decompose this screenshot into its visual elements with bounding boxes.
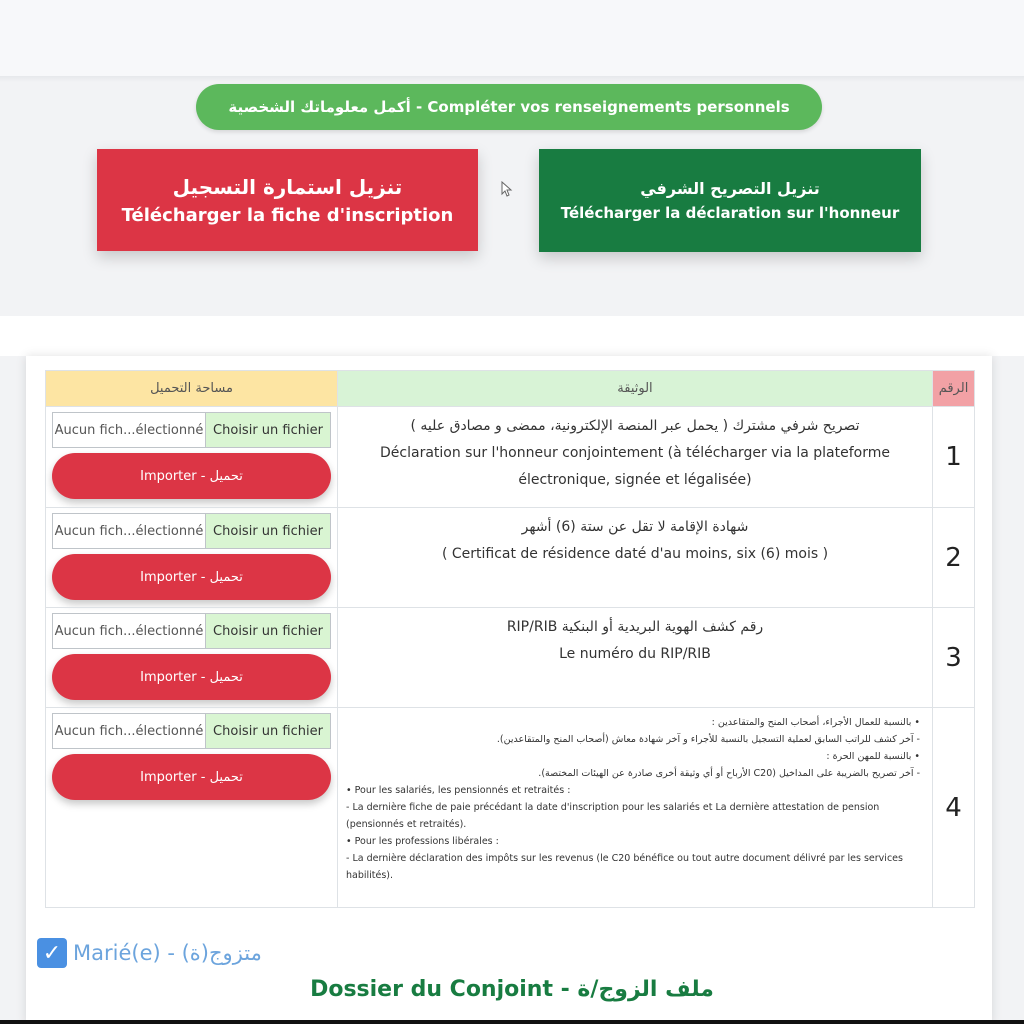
checkmark-icon: ✓: [42, 940, 62, 966]
document-title-fr: ( Certificat de résidence daté d'au moins, six (6) mois ): [441, 546, 829, 562]
note-line: • Pour les salariés, les pensionnés et retraités :: [346, 785, 571, 796]
note-line: - آخر كشف للراتب السابق لعملية التسجيل بالنسبة للأجراء و آخر شهادة معاش (أصحاب المنح والمتقاعدين).: [496, 734, 920, 745]
table-row: [46, 407, 975, 508]
married-label: Marié(e) - متزوج(ة): [73, 941, 262, 965]
header-document: الوثيقة: [338, 371, 933, 407]
file-input[interactable]: [52, 513, 331, 549]
note-line: • Pour les professions libérales :: [346, 836, 499, 847]
choose-file-button[interactable]: Choisir un fichier: [206, 714, 330, 748]
file-input[interactable]: [52, 713, 331, 749]
upload-cell: [46, 708, 338, 908]
header-upload: مساحة التحميل: [46, 371, 338, 407]
top-separator: [0, 76, 1024, 82]
note-line: - La dernière déclaration des impôts sur les revenus (le C20 bénéfice ou tout autre document délivré par les services habilités).: [346, 853, 903, 881]
table-row: [46, 708, 975, 908]
top-bar: [0, 0, 1024, 77]
note-line: - La dernière fiche de paie précédant la date d'inscription pour les salariés et La dernière attestation de pension (pensionnés et retraités).: [346, 802, 880, 830]
row-number: 4: [933, 708, 975, 908]
upload-cell: [46, 407, 338, 508]
document-title-ar: رقم كشف الهوية البريدية أو البنكية RIP/RIB: [506, 619, 764, 635]
file-name-display: Aucun fich...électionné: [53, 614, 206, 648]
bottom-edge: [0, 1020, 1024, 1024]
file-name-display: Aucun fich...électionné: [53, 714, 206, 748]
spouse-section-title: Dossier du Conjoint - ملف الزوج/ة: [310, 977, 714, 1002]
documents-table: [45, 370, 975, 908]
file-name-display: Aucun fich...électionné: [53, 413, 206, 447]
import-button[interactable]: Importer - تحميل: [52, 654, 331, 700]
document-title-ar: تصريح شرفي مشترك ( يحمل عبر المنصة الإلكترونية، ممضى و مصادق عليه ): [410, 418, 860, 434]
import-button[interactable]: Importer - تحميل: [52, 453, 331, 499]
header-number: الرقم: [933, 371, 975, 407]
download-declaration-label-ar: تنزيل التصريح الشرفي: [640, 179, 820, 198]
upload-cell: [46, 508, 338, 608]
document-cell: [338, 708, 933, 908]
document-title-fr: Le numéro du RIP/RIB: [559, 646, 711, 662]
table-row: [46, 508, 975, 608]
document-cell: [338, 508, 933, 608]
choose-file-button[interactable]: Choisir un fichier: [206, 614, 330, 648]
import-button[interactable]: Importer - تحميل: [52, 754, 331, 800]
note-line: • بالنسبة للمهن الحرة :: [826, 751, 920, 762]
table-row: [46, 608, 975, 708]
row-number: 1: [933, 407, 975, 508]
import-button[interactable]: Importer - تحميل: [52, 554, 331, 600]
section-gap: [0, 316, 1024, 356]
file-input[interactable]: [52, 613, 331, 649]
document-cell: [338, 608, 933, 708]
file-name-display: Aucun fich...électionné: [53, 514, 206, 548]
row-number: 2: [933, 508, 975, 608]
download-declaration-button[interactable]: [539, 149, 921, 252]
upload-cell: [46, 608, 338, 708]
file-input[interactable]: [52, 412, 331, 448]
download-registration-label-ar: تنزيل استمارة التسجيل: [172, 174, 403, 199]
note-line: • بالنسبة للعمال الأجراء، أصحاب المنح والمتقاعدين :: [711, 717, 920, 728]
download-declaration-label-fr: Télécharger la déclaration sur l'honneur: [560, 204, 900, 222]
note-line: - آخر تصريح بالضريبة على المداخيل (C20 الأرباح أو أي وثيقة أخرى صادرة عن الهيئات المختصة).: [538, 768, 920, 779]
mouse-cursor-icon: [501, 181, 513, 197]
table-header-row: [46, 371, 975, 407]
complete-info-button[interactable]: أكمل معلوماتك الشخصية - Compléter vos renseignements personnels: [196, 84, 822, 130]
document-cell: [338, 407, 933, 508]
download-registration-label-fr: Télécharger la fiche d'inscription: [121, 204, 454, 226]
document-title-ar: شهادة الإقامة لا تقل عن ستة (6) أشهر: [521, 519, 749, 535]
married-checkbox[interactable]: [37, 938, 67, 968]
download-registration-button[interactable]: [97, 149, 478, 251]
document-title-fr: Déclaration sur l'honneur conjointement (à télécharger via la plateforme électronique, signée et légalisée): [380, 445, 890, 488]
row-number: 3: [933, 608, 975, 708]
married-checkbox-group[interactable]: [37, 938, 262, 968]
choose-file-button[interactable]: Choisir un fichier: [206, 514, 330, 548]
choose-file-button[interactable]: Choisir un fichier: [206, 413, 330, 447]
